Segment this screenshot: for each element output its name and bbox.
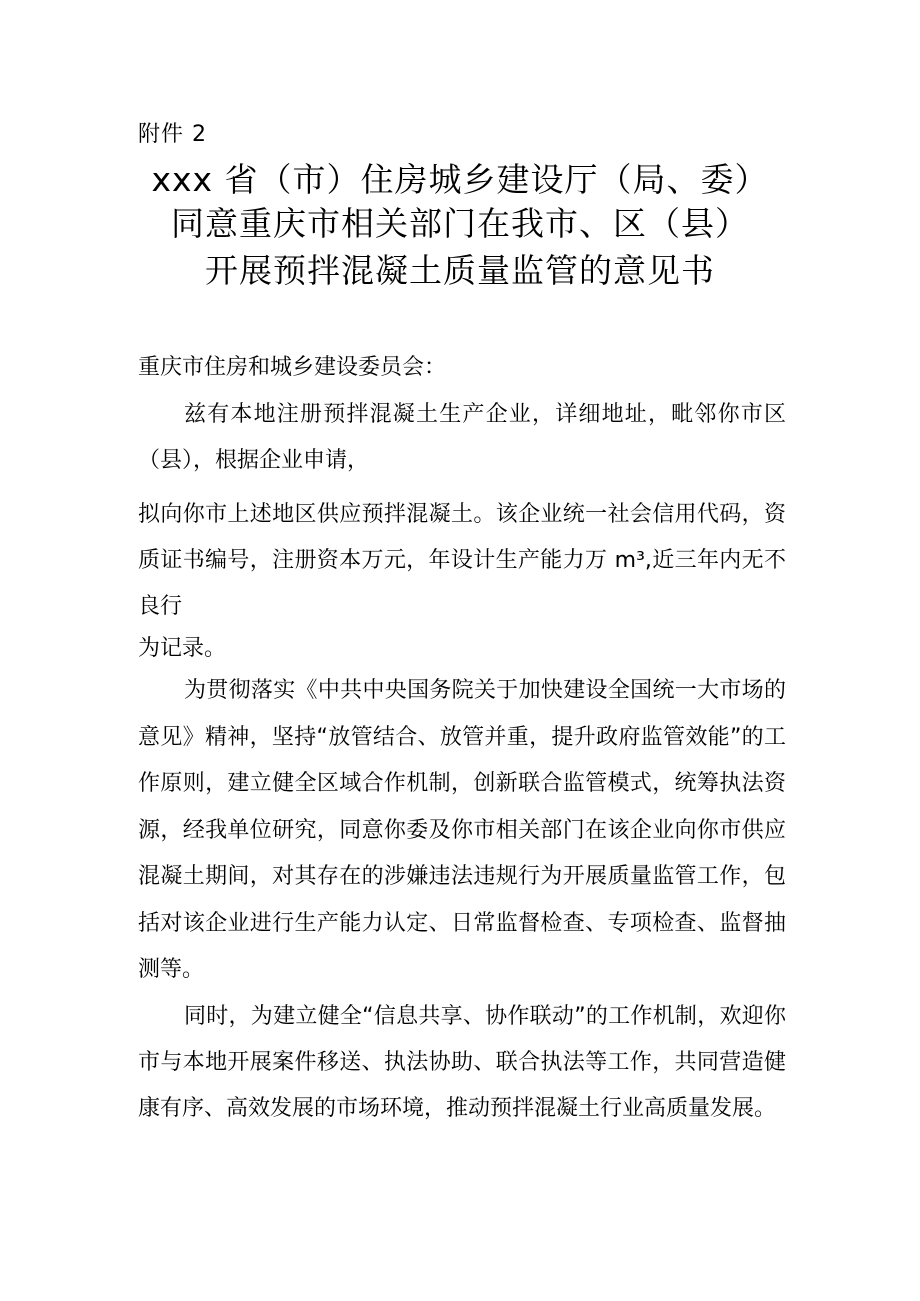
paragraph-3: 同时，为建立健全“信息共享、协作联动”的工作机制，欢迎你市与本地开展案件移送、执法协助、联合执法等工作，共同营造健康有序、高效发展的市场环境，推动预拌混凝土行业高质量发展。 xyxy=(138,1004,787,1121)
paragraph-1-line-2: （县），根据企业申请， xyxy=(138,448,370,473)
paragraph-1-line-4: 为记录。 xyxy=(138,636,227,661)
paragraph-1-line-3: 拟向你市上述地区供应预拌混凝土。该企业统一社会信用代码，资质证书编号，注册资本万元，年设计生产能力万 m³,近三年内无不良行 xyxy=(138,502,786,619)
title-line-2: 同意重庆市相关部门在我市、区（县） xyxy=(171,204,749,243)
salutation: 重庆市住房和城乡建设委员会： xyxy=(138,355,447,380)
attachment-label: 附件 2 xyxy=(138,122,207,147)
paragraph-2: 为贯彻落实《中共中央国务院关于加快建设全国统一大市场的意见》精神，坚持“放管结合、放管并重，提升政府监管效能”的工作原则，建立健全区域合作机制，创新联合监管模式，统筹执法资源，经我单位研究，同意你委及你市相关部门在该企业向你市供应混凝土期间，对其存在的涉嫌违法违规行为开展质量监管工作，包括对该企业进行生产能力认定、日常监督检查、专项检查、监督抽测等。 xyxy=(138,678,786,982)
paragraph-1-line-1: 兹有本地注册预拌混凝土生产企业，详细地址，毗邻你市区 xyxy=(184,402,786,427)
title-line-1: xxx 省（市）住房城乡建设厅（局、委） xyxy=(151,160,769,199)
title-line-3: 开展预拌混凝土质量监管的意见书 xyxy=(205,251,715,290)
